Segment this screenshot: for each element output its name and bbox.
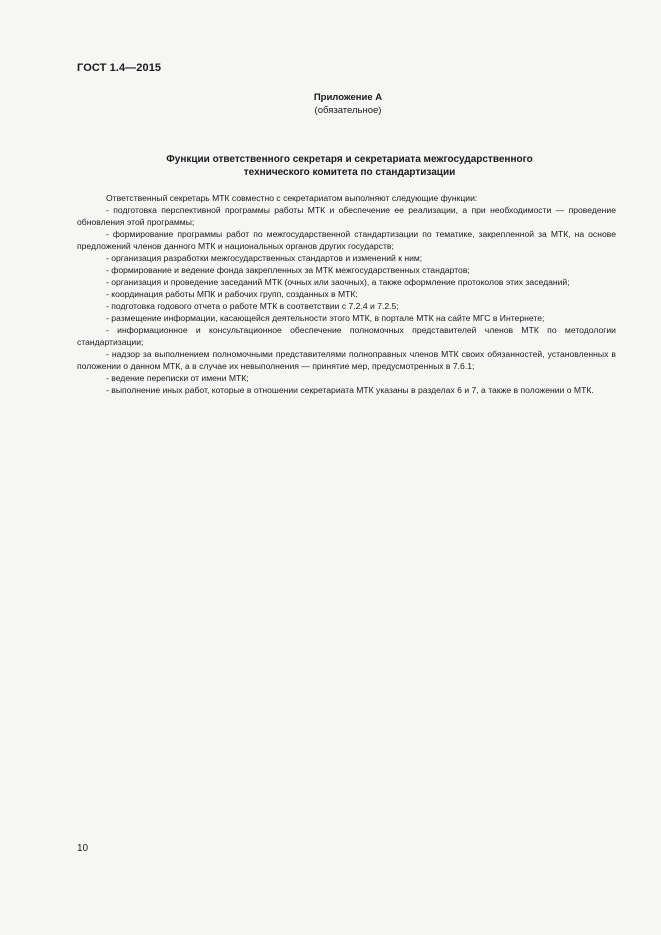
list-item: - организация разработки межгосударственных стандартов и изменений к ним; (106, 253, 423, 263)
standard-code-header: ГОСТ 1.4—2015 (77, 62, 162, 74)
list-item: - подготовка годового отчета о работе МТК в соответствии с 7.2.4 и 7.2.5; (106, 301, 399, 311)
list-item: - размещение информации, касающейся деятельности этого МТК, в портале МТК на сайте МГС в Интернете; (106, 313, 545, 323)
list-item: - формирование программы работ по межгосударственной стандартизации по тематике, закрепленной за МТК, на основе предложений членов данного МТК и национальных органов других государств; (77, 229, 616, 251)
list-item: - ведение переписки от имени МТК; (106, 373, 249, 383)
appendix-subtitle: (обязательное) (314, 105, 382, 116)
list-item: - информационное и консультационное обеспечение полномочных представителей членов МТК по методологии стандартизации; (77, 325, 616, 347)
section-title-line-1: Функции ответственного секретаря и секретариата межгосударственного (166, 154, 533, 165)
page-number: 10 (77, 843, 89, 854)
list-item: - координация работы МПК и рабочих групп, созданных в МТК; (106, 289, 358, 299)
list-item: - выполнение иных работ, которые в отношении секретариата МТК указаны в разделах 6 и 7, а также в положении о МТК. (106, 385, 594, 395)
section-title-line-2: технического комитета по стандартизации (243, 167, 456, 178)
paragraph-intro: Ответственный секретарь МТК совместно с секретариатом выполняют следующие функции: (106, 193, 478, 203)
list-item: - организация и проведение заседаний МТК (очных или заочных), а также оформление протоколов этих заседаний; (106, 277, 570, 287)
list-item: - надзор за выполнением полномочными представителями полноправных членов МТК своих обязанностей, установленных в положении о данном МТК, а в случае их невыполнения — принятие мер, предусмотренных в 7.6.1; (77, 349, 616, 371)
appendix-heading (300, 91, 396, 117)
list-item: - формирование и ведение фонда закрепленных за МТК межгосударственных стандартов; (106, 265, 470, 275)
appendix-title: Приложение А (313, 92, 383, 103)
section-title (77, 153, 622, 179)
body-text (77, 192, 616, 396)
list-item: - подготовка перспективной программы работы МТК и обеспечение ее реализации, а при необходимости — проведение обновления этой программы; (77, 205, 616, 227)
